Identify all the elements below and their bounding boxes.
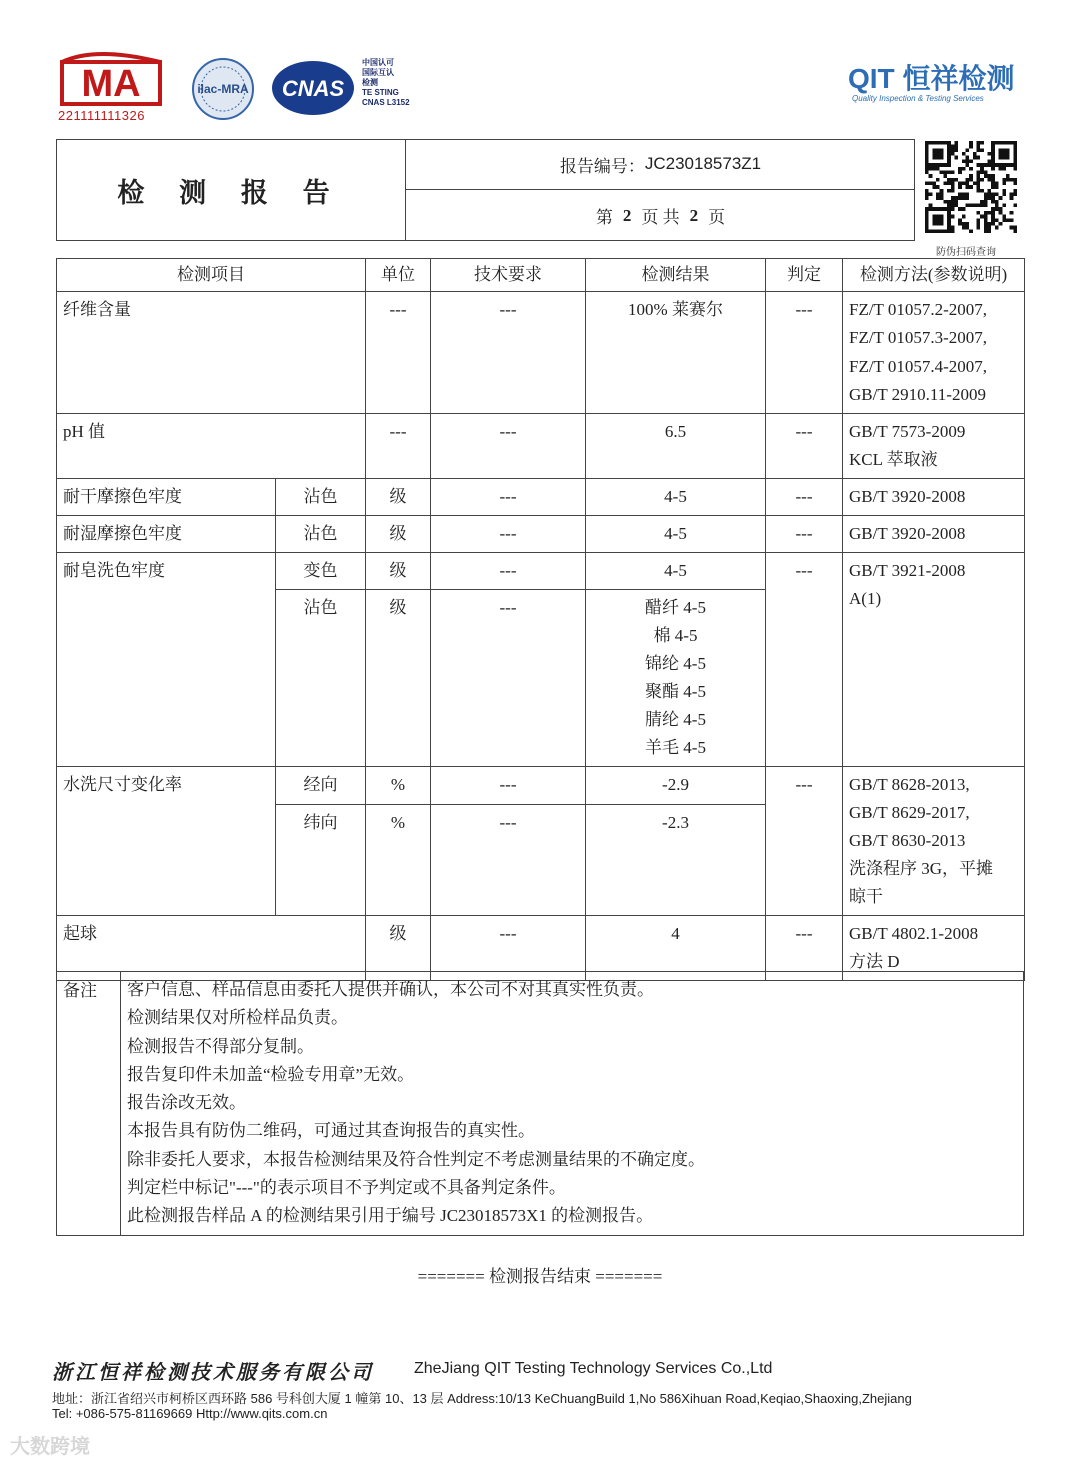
table-row	[57, 292, 1025, 414]
report-number-label: 报告编号：	[559, 156, 645, 176]
method-line: KCL 萃取液	[849, 450, 938, 470]
requirement-cell: ---	[431, 804, 586, 916]
method-line: GB/T 3921-2008	[849, 561, 966, 581]
requirement-cell: ---	[431, 590, 586, 767]
table-row	[57, 414, 1025, 479]
company-name-cn: 浙江恒祥检测技术服务有限公司	[52, 1362, 374, 1384]
cnas-caption-line: CNAS L3152	[362, 98, 410, 107]
method-cell	[843, 414, 1025, 479]
cnas-text: CNAS	[281, 76, 345, 101]
unit-cell: %	[366, 767, 431, 805]
col-header-judgement: 判定	[766, 259, 843, 292]
result-cell: 100% 莱赛尔	[586, 292, 766, 414]
note-line: 报告涂改无效。	[127, 1093, 246, 1113]
judgement-cell: ---	[766, 767, 843, 916]
method-cell	[843, 553, 1025, 767]
note-line: 客户信息、样品信息由委托人提供并确认，本公司不对其真实性负责。	[127, 980, 654, 999]
company-address: 地址：浙江省绍兴市柯桥区西环路 586 号科创大厦 1 幢第 10、13 层 Address:10/13 KeChuangBuild 1,No 586Xihuan Road,Keqiao,Shaoxing,Zhejiang	[52, 1391, 912, 1406]
report-number-value: JC23018573Z1	[644, 154, 762, 173]
col-header-unit: 单位	[366, 259, 431, 292]
method-line: FZ/T 01057.3-2007,	[849, 328, 988, 348]
method-line: GB/T 8629-2017,	[849, 803, 970, 823]
report-number	[406, 139, 915, 190]
unit-cell: ---	[366, 414, 431, 479]
stain-result-line: 腈纶 4-5	[645, 710, 706, 730]
judgement-cell: ---	[766, 516, 843, 553]
unit-cell: 级	[366, 479, 431, 516]
requirement-cell: ---	[431, 414, 586, 479]
table-row	[57, 479, 1025, 516]
table-header-row	[57, 259, 1025, 292]
subitem-cell: 沾色	[276, 590, 366, 767]
judgement-cell: ---	[766, 916, 843, 981]
method-line: 洗涤程序 3G，平摊	[849, 859, 994, 879]
table-row	[57, 516, 1025, 553]
subitem-cell: 纬向	[276, 804, 366, 916]
unit-cell: 级	[366, 590, 431, 767]
table-row	[57, 767, 1025, 805]
table-row	[57, 553, 1025, 590]
result-cell: 4-5	[586, 479, 766, 516]
subitem-cell: 变色	[276, 553, 366, 590]
qit-tagline: Quality Inspection & Testing Services	[852, 94, 984, 103]
note-line: 除非委托人要求，本报告检测结果及符合性判定不考虑测量结果的不确定度。	[127, 1149, 705, 1169]
item-soap-wash: 耐皂洗色牢度	[57, 553, 276, 767]
ilac-text: ilac-MRA	[197, 82, 249, 96]
result-cell: 4-5	[586, 516, 766, 553]
judgement-cell: ---	[766, 553, 843, 767]
method-line: FZ/T 01057.2-2007,	[849, 300, 988, 319]
method-line: FZ/T 01057.4-2007,	[849, 356, 988, 376]
stain-result-line: 羊毛 4-5	[645, 738, 706, 758]
stain-result-line: 聚酯 4-5	[645, 682, 706, 702]
notes-content	[121, 972, 1024, 1236]
requirement-cell: ---	[431, 479, 586, 516]
page-mid: 页 共	[641, 208, 680, 227]
item-fiber: 纤维含量	[57, 292, 366, 414]
cnas-logo	[270, 58, 356, 118]
result-cell: 4-5	[586, 553, 766, 590]
stain-result-line: 醋纤 4-5	[645, 598, 706, 618]
result-cell: 4	[586, 916, 766, 981]
judgement-cell: ---	[766, 414, 843, 479]
notes-row	[57, 972, 1024, 1236]
cnas-caption-line: 国际互认	[362, 68, 394, 77]
method-cell: GB/T 3920-2008	[843, 479, 1025, 516]
requirement-cell: ---	[431, 767, 586, 805]
result-cell: -2.9	[586, 767, 766, 805]
item-pilling: 起球	[57, 916, 366, 981]
note-line: 报告复印件未加盖“检验专用章”无效。	[127, 1064, 415, 1084]
method-cell: GB/T 3920-2008	[843, 516, 1025, 553]
method-cell	[843, 767, 1025, 916]
ilac-mra-logo	[186, 56, 260, 122]
method-line: GB/T 2910.11-2009	[849, 384, 986, 404]
page-total: 2	[689, 205, 699, 225]
watermark: 大数跨境	[10, 1436, 90, 1458]
unit-cell: 级	[366, 553, 431, 590]
result-cell: -2.3	[586, 804, 766, 916]
note-line: 此检测报告样品 A 的检测结果引用于编号 JC23018573X1 的检测报告。	[127, 1206, 654, 1226]
judgement-cell: ---	[766, 292, 843, 414]
qit-logo-text: QIT 恒祥检测	[848, 63, 1015, 94]
report-title: 检 测 报 告	[56, 139, 406, 241]
result-cell: 6.5	[586, 414, 766, 479]
subitem-cell: 沾色	[276, 479, 366, 516]
notes-label: 备注	[57, 972, 121, 1236]
method-line: 方法 D	[849, 952, 900, 972]
qr-code-icon[interactable]	[925, 141, 1017, 233]
subitem-cell: 沾色	[276, 516, 366, 553]
company-name-en: ZheJiang QIT Testing Technology Services Co.,Ltd	[414, 1360, 773, 1377]
requirement-cell: ---	[431, 916, 586, 981]
qr-label: 防伪扫码查询	[936, 247, 996, 258]
note-line: 判定栏中标记"---"的表示项目不予判定或不具备判定条件。	[127, 1178, 566, 1198]
item-ph: pH 值	[57, 414, 366, 479]
company-contact: Tel: +086-575-81169669 Http://www.qits.com.cn	[52, 1406, 328, 1421]
page-prefix: 第	[595, 208, 613, 227]
col-header-method: 检测方法(参数说明)	[843, 259, 1025, 292]
cnas-caption	[362, 58, 410, 108]
method-line: A(1)	[849, 589, 882, 609]
stain-result-line: 棉 4-5	[653, 626, 698, 646]
report-end-marker: ======= 检测报告结束 =======	[417, 1267, 663, 1286]
item-dry-rub: 耐干摩擦色牢度	[57, 479, 276, 516]
cnas-caption-line: 中国认可	[362, 58, 394, 67]
unit-cell: ---	[366, 292, 431, 414]
page-suffix: 页	[708, 208, 726, 227]
method-line: GB/T 8630-2013	[849, 831, 966, 851]
method-line: GB/T 7573-2009	[849, 422, 966, 442]
judgement-cell: ---	[766, 479, 843, 516]
item-dimensional-change: 水洗尺寸变化率	[57, 767, 276, 916]
stain-result-line: 锦纶 4-5	[645, 654, 706, 674]
note-line: 本报告具有防伪二维码，可通过其查询报告的真实性。	[127, 1121, 535, 1141]
method-cell	[843, 292, 1025, 414]
cnas-caption-line: TE STING	[362, 88, 399, 97]
requirement-cell: ---	[431, 516, 586, 553]
item-wet-rub: 耐湿摩擦色牢度	[57, 516, 276, 553]
page-indicator	[406, 190, 915, 241]
method-line: 晾干	[849, 887, 883, 907]
unit-cell: %	[366, 804, 431, 916]
col-header-result: 检测结果	[586, 259, 766, 292]
subitem-cell: 经向	[276, 767, 366, 805]
unit-cell: 级	[366, 916, 431, 981]
cnas-caption-line: 检测	[362, 78, 378, 87]
cma-number: 221111111326	[58, 108, 145, 123]
col-header-requirement: 技术要求	[431, 259, 586, 292]
unit-cell: 级	[366, 516, 431, 553]
method-line: GB/T 4802.1-2008	[849, 924, 979, 944]
requirement-cell: ---	[431, 553, 586, 590]
method-line: GB/T 8628-2013,	[849, 775, 970, 795]
test-results-table	[56, 258, 1025, 981]
cma-letters: MA	[81, 63, 141, 105]
requirement-cell: ---	[431, 292, 586, 414]
notes-table	[56, 971, 1024, 1236]
col-header-item: 检测项目	[57, 259, 366, 292]
note-line: 检测结果仅对所检样品负责。	[127, 1008, 348, 1028]
page-current: 2	[622, 205, 632, 225]
result-cell	[586, 590, 766, 767]
note-line: 检测报告不得部分复制。	[127, 1036, 314, 1056]
